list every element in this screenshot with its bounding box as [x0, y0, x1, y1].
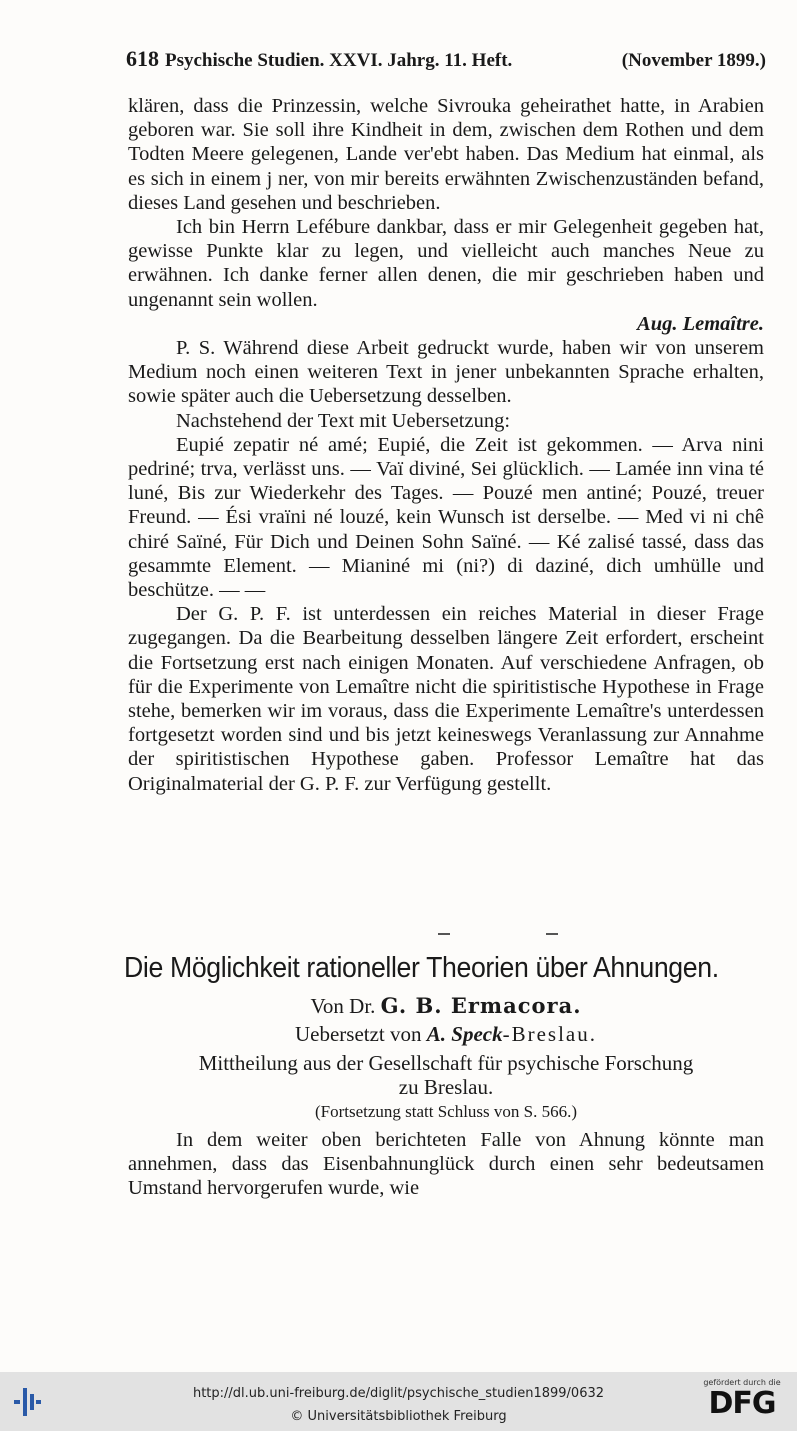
- continuation-note: (Fortsetzung statt Schluss von S. 566.): [314, 1102, 578, 1121]
- page-number: 618: [126, 46, 159, 71]
- paragraph-thanks: Ich bin Herrn Lefébure dankbar, dass er mir Gelegenheit gegeben hat, gewisse Punkte klar zu legen, und vielleicht auch manches Neue zu erwähnen. Ich danke ferner allen denen, die mir geschrieben haben und ungenannt sein wollen.: [128, 216, 764, 311]
- issue-date: (November 1899.): [621, 50, 766, 71]
- postscript: P. S. Während diese Arbeit gedruckt wurde, haben wir von unserem Medium noch einen weiteren Text in jener unbekannten Sprache erhalten, sowie später auch die Uebersetzung desselben.: [128, 337, 764, 408]
- article-title: Die Möglichkeit rationeller Theorien über Ahnungen.: [124, 952, 719, 984]
- text-with-translation: Eupié zepatir né amé; Eupié, die Zeit ist gekommen. — Arva nini pedriné; trva, verlässt uns. — Vaï diviné, Sei glücklich. — Lamée inn vina té luné, Bis zur Wiederkehr des Tages. — Pouzé men antiné; Pouzé, treuer Freund. — Ési vraïni né louzé, kein Wunsch ist derselbe. — Med vi ni chê chiré Saïné, Für Dich und Deinen Sohn Saïné. — Ké zalisé tassé, dass das gesammte Element. — Mianiné mi (ni?) di daziné, dich umhülle und beschütze. — —: [128, 433, 764, 602]
- copyright-notice: © Universitätsbibliothek Freiburg: [290, 1409, 507, 1424]
- viewer-footer: [0, 1372, 797, 1431]
- running-header: [126, 46, 766, 74]
- communication-city: zu Breslau.: [398, 1075, 494, 1099]
- author-name: G. B. Ermacora.: [380, 993, 582, 1018]
- dfg-mark: DFG: [708, 1386, 776, 1421]
- communication-line: Mittheilung aus der Gesellschaft für psychische Forschung: [198, 1051, 694, 1075]
- article-body: In dem weiter oben berichteten Falle von Ahnung könnte man annehmen, dass das Eisenbahnunglück durch einen sehr bedeutsamen Umstand hervorgerufen wurde, wie: [128, 1129, 764, 1200]
- sponsor-text: gefördert durch die: [703, 1378, 781, 1387]
- translator-name: A. Speck: [426, 1022, 503, 1046]
- byline-prefix: Von Dr.: [310, 994, 376, 1018]
- paragraph-continuation: klären, dass die Prinzessin, welche Sivrouka geheirathet hatte, in Arabien geboren war. Sie soll ihre Kindheit in dem, zwischen dem Rothen und dem Todten Meere gelegenen, Lande ver'ebt haben. Das Medium hat einmal, als es sich in einem j ner, von mir bereits erwähnten Zwischenzuständen befand, dieses Land gesehen und beschrieben.: [128, 95, 764, 214]
- translator-city: -Breslau.: [502, 1022, 598, 1046]
- dfg-logo: [697, 1378, 787, 1426]
- text-block-article: [128, 1128, 764, 1201]
- separator-dash: [546, 933, 558, 935]
- text-block-top: [128, 94, 764, 796]
- text-intro: Nachstehend der Text mit Uebersetzung:: [176, 409, 511, 432]
- source-url[interactable]: http://dl.ub.uni-freiburg.de/diglit/psychische_studien1899/0632: [192, 1386, 605, 1401]
- byline: [124, 993, 768, 1019]
- separator-dash: [438, 933, 450, 935]
- translator-line: [124, 1022, 768, 1047]
- editor-note: Der G. P. F. ist unterdessen ein reiches Material in dieser Frage zugegangen. Da die Bearbeitung desselben längere Zeit erfordert, erscheint die Fortsetzung erst nach einigen Monaten. Auf verschiedene Anfragen, ob für die Experimente von Lemaître nicht die spiritistische Hypothese in Frage stehe, bemerken wir im voraus, dass die Experimente Lemaître's unterdessen fortgesetzt worden sind und bis jetzt keineswegs Veranlassung zur Annahme der spiritistischen Hypothese gaben. Professor Lemaître hat das Originalmaterial der G. P. F. zur Verfügung gestellt.: [128, 603, 764, 795]
- translator-prefix: Uebersetzt von: [294, 1022, 422, 1046]
- journal-title: Psychische Studien. XXVI. Jahrg. 11. Heft.: [165, 50, 513, 71]
- signature: Aug. Lemaître.: [637, 312, 764, 335]
